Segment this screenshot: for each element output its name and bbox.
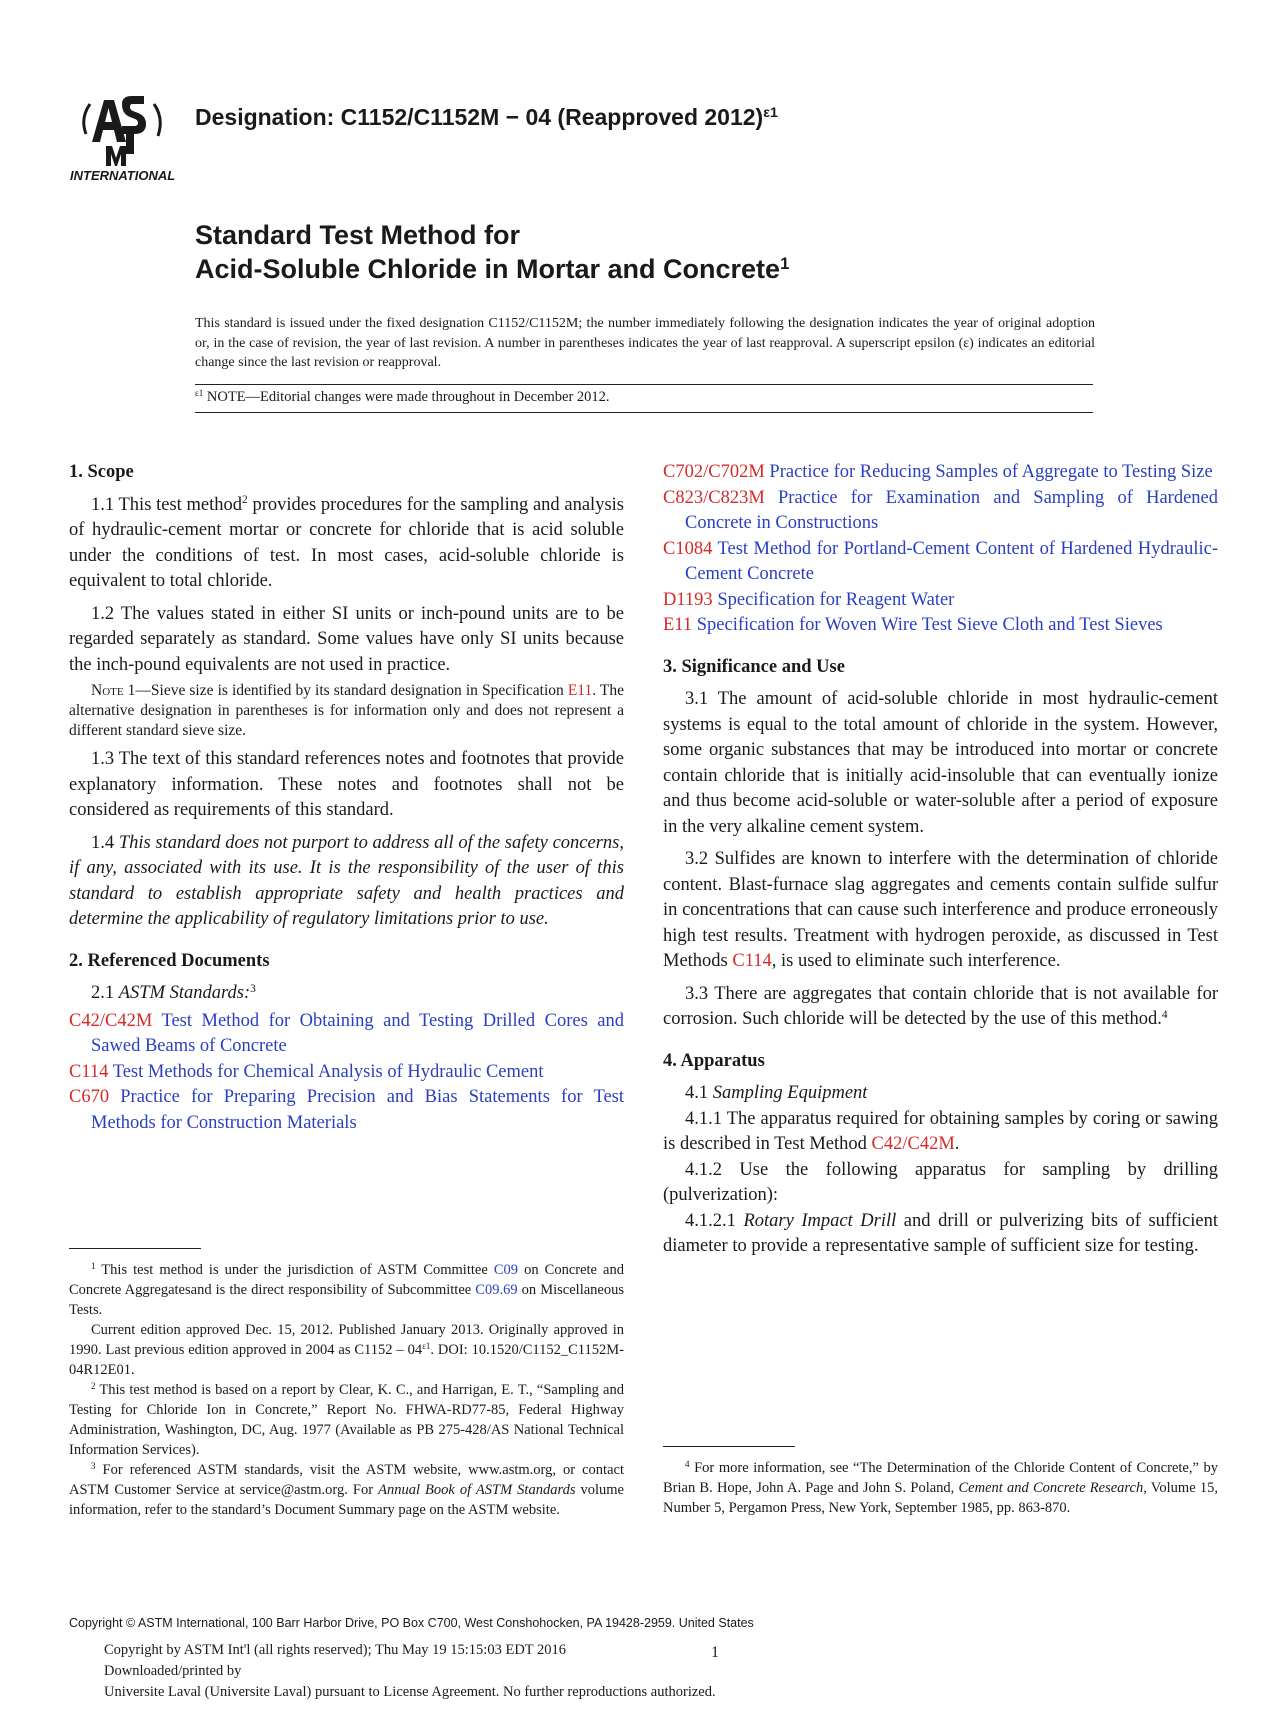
text: Rotary Impact Drill bbox=[743, 1210, 897, 1231]
left-footnotes bbox=[69, 1260, 624, 1520]
reference-code[interactable]: C42/C42M bbox=[69, 1010, 153, 1031]
text: . DOI: 10.1520/C1152_C1152M-04R12E01. bbox=[69, 1342, 624, 1378]
editorial-note bbox=[195, 389, 610, 406]
reference-title[interactable]: Specification for Woven Wire Test Sieve Cloth and Test Sieves bbox=[692, 615, 1163, 635]
text: volume information, refer to the standard’s Document Summary page on the ASTM website. bbox=[69, 1482, 624, 1518]
text: Current edition approved Dec. 15, 2012. Published January 2013. Originally approved in 1990. Last previous edition approved in 2004 as C1152 – 04 bbox=[69, 1322, 624, 1358]
download-line-2: Downloaded/printed by bbox=[104, 1663, 242, 1679]
text: 1.1 This test method bbox=[91, 494, 243, 515]
reference-title[interactable]: Specification for Reagent Water bbox=[712, 589, 955, 610]
title-line-2 bbox=[195, 252, 789, 286]
reference-list bbox=[69, 1009, 624, 1137]
title-line-2-text: Acid-Soluble Chloride in Mortar and Concrete bbox=[195, 254, 781, 284]
text: For referenced ASTM standards, visit the ASTM website, www.astm.org, or contact ASTM Customer Service at service@astm.org. For bbox=[69, 1462, 624, 1498]
text: . bbox=[954, 1134, 960, 1154]
paragraph-2-1 bbox=[69, 981, 624, 1007]
download-line-1: Copyright by ASTM Int'l (all rights reserved); Thu May 19 15:15:03 EDT 2016 bbox=[104, 1642, 567, 1658]
footnote-1 bbox=[69, 1260, 624, 1320]
reference-item[interactable] bbox=[663, 537, 1218, 588]
footnote-divider bbox=[663, 1446, 795, 1447]
text: Sampling Equipment bbox=[712, 1083, 868, 1103]
footnote-mark: 2 bbox=[242, 494, 248, 507]
text: on Miscellaneous Tests. bbox=[69, 1282, 624, 1318]
text: and drill or pulverizing bits of sufficient diameter to provide a representative sample of sufficient size for testing. bbox=[663, 1210, 1219, 1256]
paragraph-3-2 bbox=[663, 847, 1218, 975]
reference-item[interactable] bbox=[663, 613, 1218, 639]
reference-code[interactable]: D1193 bbox=[663, 589, 713, 610]
link-c42[interactable]: C42/C42M bbox=[871, 1134, 955, 1154]
text: Cement and Concrete Research bbox=[958, 1480, 1144, 1496]
text: on Concrete and Concrete Aggregatesand is the direct responsibility of Subcommittee bbox=[69, 1262, 624, 1298]
text: 1—Sieve size is identified by its standard designation in Specification bbox=[123, 682, 568, 699]
paragraph-4-1-1 bbox=[663, 1107, 1218, 1158]
text: 2.1 bbox=[91, 983, 119, 1003]
paragraph-1-1 bbox=[69, 493, 624, 595]
text: 4.1.2.1 bbox=[685, 1210, 744, 1231]
reference-title[interactable]: Practice for Examination and Sampling of Hardened Concrete in Constructions bbox=[685, 487, 1218, 533]
title-line-1: Standard Test Method for bbox=[195, 220, 521, 250]
copyright-line: Copyright © ASTM International, 100 Barr Harbor Drive, PO Box C700, West Conshohocken, PA 19428-2959. United States bbox=[69, 1616, 754, 1630]
section-heading: 3. Significance and Use bbox=[663, 656, 845, 677]
astm-logo bbox=[70, 82, 180, 182]
issuance-statement: This standard is issued under the fixed designation C1152/C1152M; the number immediately following the designation indicates the year of original adoption or, in the case of revision, the year of last revision. A number in parentheses indicates the year of last reapproval. A superscript epsilon (ε) indicates an editorial change since the last revision or reapproval. bbox=[195, 316, 1095, 370]
editorial-note-text: NOTE—Editorial changes were made throughout in December 2012. bbox=[203, 389, 610, 405]
text: provides procedures for the sampling and analysis of hydraulic-cement mortar or concrete for chloride that is acid soluble under the conditions of test. In most cases, acid-soluble chloride is equivalent to total chloride. bbox=[69, 494, 624, 591]
section-heading: 4. Apparatus bbox=[663, 1050, 765, 1071]
footnote-mark: 2 bbox=[91, 1381, 96, 1392]
reference-item[interactable] bbox=[69, 1009, 624, 1060]
text: This test method is under the jurisdiction of ASTM Committee bbox=[95, 1262, 494, 1278]
link-e11[interactable]: E11 bbox=[567, 682, 593, 699]
reference-item[interactable] bbox=[663, 588, 1218, 614]
reference-list-continued bbox=[663, 460, 1218, 639]
reference-title[interactable]: Practice for Preparing Precision and Bias Statements for Test Methods for Construction Materials bbox=[91, 1087, 624, 1133]
footnote-divider bbox=[69, 1248, 201, 1249]
paragraph-3-3 bbox=[663, 982, 1218, 1033]
paragraph-1-4 bbox=[69, 831, 624, 933]
footnote-mark: 3 bbox=[250, 982, 256, 995]
logo-subtitle: INTERNATIONAL bbox=[70, 168, 176, 182]
reference-item[interactable] bbox=[69, 1085, 624, 1136]
text: 1.4 bbox=[91, 832, 119, 853]
divider bbox=[195, 384, 1093, 385]
note-1 bbox=[69, 681, 624, 741]
section-heading: 1. Scope bbox=[69, 462, 134, 482]
link-c09[interactable]: C09 bbox=[493, 1262, 519, 1278]
footnote-4 bbox=[663, 1458, 1218, 1518]
astm-logo-icon bbox=[70, 82, 180, 182]
safety-statement: This standard does not purport to address all of the safety concerns, if any, associated with its use. It is the responsibility of the user of this standard to establish appropriate safety and health practices and determine the applicability of regulatory limitations prior to use. bbox=[69, 832, 625, 929]
reference-code[interactable]: C823/C823M bbox=[663, 487, 765, 508]
footnote-mark: 4 bbox=[1161, 1008, 1168, 1021]
reference-title[interactable]: Test Methods for Chemical Analysis of Hydraulic Cement bbox=[108, 1061, 544, 1082]
right-column bbox=[663, 460, 1218, 1260]
footnote-mark: ε1 bbox=[422, 1341, 431, 1352]
footnote-mark: 1 bbox=[91, 1261, 96, 1272]
text: , Volume 15, Number 5, Pergamon Press, New York, September 1985, pp. 863-870. bbox=[663, 1480, 1218, 1516]
divider bbox=[195, 412, 1093, 413]
paragraph-4-1-2-1 bbox=[663, 1209, 1218, 1260]
text: This test method is based on a report by Clear, K. C., and Harrigan, E. T., “Sampling and Testing for Chloride Ion in Concrete,” Report No. FHWA-RD77-85, Federal Highway Administration, Washington, DC, Aug. 1977 (Available as PB 275-428/AS National Technical Information Services). bbox=[69, 1382, 624, 1458]
paragraph-4-1 bbox=[663, 1081, 1218, 1107]
link-c114[interactable]: C114 bbox=[732, 951, 772, 971]
paragraph-4-1-2: 4.1.2 Use the following apparatus for sampling by drilling (pulverization): bbox=[663, 1159, 1218, 1205]
reference-title[interactable]: Test Method for Portland-Cement Content of Hardened Hydraulic-Cement Concrete bbox=[685, 538, 1218, 584]
reference-title[interactable]: Practice for Reducing Samples of Aggregate to Testing Size bbox=[764, 462, 1213, 482]
text: . The alternative designation in parentheses is for information only and does not represent a different standard sieve size. bbox=[69, 682, 624, 739]
footnote-2 bbox=[69, 1380, 624, 1460]
footnote-1-edition bbox=[69, 1320, 624, 1380]
page-number: 1 bbox=[711, 1644, 719, 1661]
text: , is used to eliminate such interference. bbox=[771, 951, 1061, 971]
paragraph-1-3: 1.3 The text of this standard references notes and footnotes that provide explanatory information. These notes and footnotes shall not be considered as requirements of this standard. bbox=[69, 749, 624, 820]
reference-item[interactable] bbox=[663, 486, 1218, 537]
download-line-3: Universite Laval (Universite Laval) pursuant to License Agreement. No further reproductions authorized. bbox=[104, 1684, 716, 1700]
footnote-3 bbox=[69, 1460, 624, 1520]
reference-item[interactable] bbox=[69, 1060, 624, 1086]
right-footnotes bbox=[663, 1458, 1218, 1518]
text: For more information, see “The Determination of the Chloride Content of Concrete,” by Brian B. Hope, John A. Page and John S. Poland, bbox=[663, 1460, 1218, 1496]
link-c09-69[interactable]: C09.69 bbox=[475, 1282, 518, 1298]
text: 3.2 Sulfides are known to interfere with the determination of chloride content. Blast-furnace slag aggregates and cements contain sulfide sulfur in concentrations that can cause such interference and produce erroneously high test results. Treatment with hydrogen peroxide, as discussed in Test Methods bbox=[663, 849, 1218, 971]
astm-standards-label: ASTM Standards: bbox=[118, 983, 251, 1003]
reference-code[interactable]: C1084 bbox=[663, 538, 713, 559]
download-notice bbox=[104, 1640, 716, 1703]
editorial-note-sup: ε1 bbox=[195, 388, 204, 399]
text: 3.3 There are aggregates that contain chloride that is not available for corrosion. Such chloride will be detected by the use of this method. bbox=[663, 983, 1218, 1029]
reference-code[interactable]: C702/C702M bbox=[663, 462, 765, 482]
paragraph-1-2: 1.2 The values stated in either SI units or inch-pound units are to be regarded separately as standard. Some values have only SI units because the inch-pound equivalents are not used in practice. bbox=[69, 603, 624, 675]
reference-code[interactable]: C670 bbox=[69, 1087, 110, 1107]
reference-title[interactable]: Test Method for Obtaining and Testing Drilled Cores and Sawed Beams of Concrete bbox=[91, 1010, 624, 1056]
note-label: Note bbox=[91, 682, 124, 699]
designation bbox=[195, 104, 778, 131]
text: 4.1.1 The apparatus required for obtaining samples by coring or sawing is described in Test Method bbox=[663, 1108, 1218, 1154]
reference-item[interactable] bbox=[663, 460, 1218, 486]
designation-text: Designation: C1152/C1152M − 04 (Reapproved 2012) bbox=[195, 104, 764, 130]
reference-code[interactable]: C114 bbox=[69, 1061, 109, 1082]
footnote-mark: 4 bbox=[685, 1459, 690, 1470]
document-title bbox=[195, 218, 789, 286]
text: Annual Book of ASTM Standards bbox=[378, 1482, 576, 1498]
section-heading: 2. Referenced Documents bbox=[69, 950, 270, 971]
reference-code[interactable]: E11 bbox=[663, 615, 693, 635]
designation-sup: ε1 bbox=[763, 105, 778, 122]
footnote-mark: 3 bbox=[91, 1461, 96, 1472]
left-column bbox=[69, 460, 624, 1136]
title-footnote-mark: 1 bbox=[780, 253, 790, 273]
text: 4.1 bbox=[685, 1083, 713, 1103]
paragraph-3-1: 3.1 The amount of acid-soluble chloride in most hydraulic-cement systems is equal to the total amount of chloride in the system. However, some organic substances that may be introduced into mortar or concrete contain chloride that is initially acid-insoluble that can eventually ionize and thus become acid-soluble or water-soluble after a period of exposure in the very alkaline cement system. bbox=[663, 689, 1218, 837]
